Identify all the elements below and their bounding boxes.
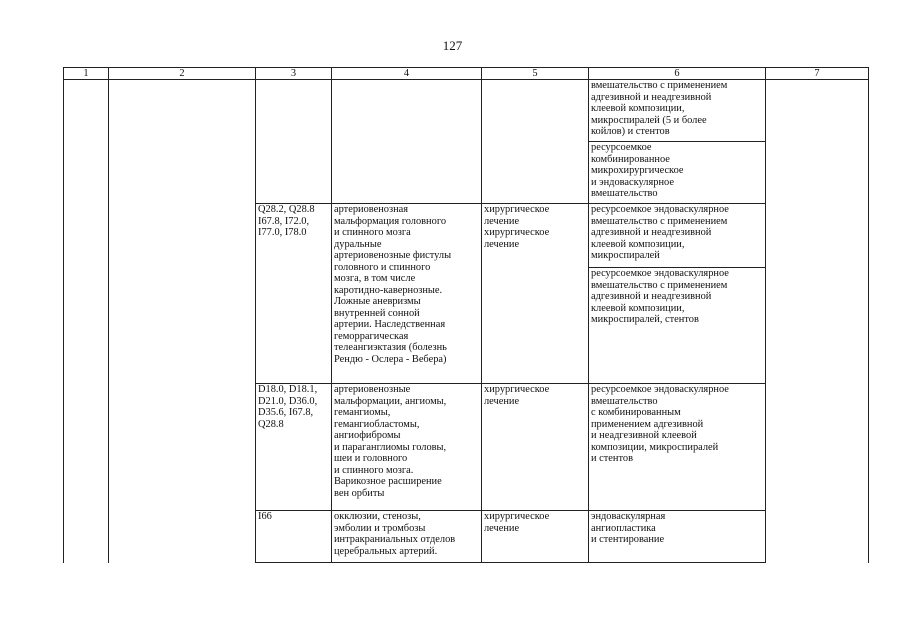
diagnosis-cell (332, 511, 482, 563)
cell-line: артериовенозная (334, 204, 409, 215)
cell-line: микроспиралей (591, 250, 660, 261)
cell-line: ресурсоемкое (591, 142, 652, 153)
cell-line: вмешательство с применением (591, 279, 728, 291)
cell-line: хирургическое (484, 511, 550, 522)
method-cell (589, 142, 766, 204)
cell-line: Рендю - Ослера - Вебера) (334, 353, 447, 365)
treatment-cell (482, 204, 589, 384)
cell-line: мальформации, ангиомы, (334, 395, 447, 407)
cell-line: и стентов (591, 453, 633, 464)
cell-line: лечение (484, 522, 520, 534)
cell-line: микроспиралей, стентов (591, 314, 699, 325)
cell-line: D21.0, D36.0, (258, 395, 318, 407)
cell-line: и стентирование (591, 534, 665, 545)
cell-line: композиции, микроспиралей (591, 441, 719, 453)
page-number: 127 (442, 38, 463, 53)
cell-line: адгезивной и неадгезивной (591, 291, 712, 302)
cell-line: ангиофибромы (334, 430, 401, 441)
cell-line: вен орбиты (334, 487, 385, 499)
cell-line: I77.0, I78.0 (258, 227, 307, 238)
cell-line: микроспиралей (5 и более (591, 114, 707, 126)
cell-line: Варикозное расширение (334, 476, 442, 487)
cell-line: I66 (258, 511, 272, 522)
cell-line: вмешательство (591, 188, 658, 199)
codes-cell (256, 384, 332, 511)
cell-line: ангиопластика (591, 522, 656, 534)
cell-line: хирургическое (484, 227, 550, 238)
cell-line: головного и спинного (334, 261, 431, 273)
method-cell (589, 80, 766, 142)
cell-line: вмешательство с применением (591, 80, 728, 91)
cell-line: и спинного мозга (334, 227, 411, 238)
cell-line: и спинного мозга. (334, 464, 414, 476)
cell-line: и эндоваскулярное (591, 176, 674, 188)
diagnosis-cell (332, 384, 482, 511)
column-number: 5 (482, 68, 589, 80)
diagnosis-cell (332, 204, 482, 384)
cell-line: эмболии и тромбозы (334, 522, 426, 534)
column-number: 7 (766, 68, 869, 80)
cell-line: адгезивной и неадгезивной (591, 227, 712, 238)
cell-line: хирургическое (484, 384, 550, 395)
codes-cell (256, 511, 332, 563)
method-cell (589, 204, 766, 268)
cell-line: артериовенозные фистулы (334, 250, 452, 261)
codes-cell (256, 204, 332, 384)
col2-cell (109, 80, 256, 563)
cell-line: лечение (484, 215, 520, 227)
column-number: 2 (109, 68, 256, 80)
cell-line: применением адгезивной (591, 418, 704, 430)
column-number: 4 (332, 68, 482, 80)
cell-line: микрохирургическое (591, 165, 684, 176)
cell-line: вмешательство (591, 395, 658, 407)
treatment-cell (482, 384, 589, 511)
cell-line: хирургическое (484, 204, 550, 215)
method-cell (589, 511, 766, 563)
cell-line: артериовенозные (334, 384, 411, 395)
continuation-row (64, 80, 869, 142)
cell-line: дуральные (334, 238, 382, 250)
cell-line: вмешательство с применением (591, 215, 728, 227)
cell-line: геморрагическая (334, 330, 409, 342)
cell-line: лечение (484, 238, 520, 250)
method-cell (589, 384, 766, 511)
cell-line: ресурсоемкое эндоваскулярное (591, 204, 729, 215)
cell-line: и неадгезивной клеевой (591, 430, 697, 441)
cell-line: ресурсоемкое эндоваскулярное (591, 384, 729, 395)
col1-cell (64, 80, 109, 563)
cell-line: клеевой композиции, (591, 302, 685, 314)
cell-line: окклюзии, стенозы, (334, 511, 421, 522)
medical-care-table (63, 67, 869, 563)
cell-line: D18.0, D18.1, (258, 384, 318, 395)
cell-line: телеангиэктазия (болезнь (334, 342, 447, 353)
cell-line: Q28.8 (258, 418, 284, 430)
cell-line: каротидно-кавернозные. (334, 284, 443, 296)
cell-line: ресурсоемкое эндоваскулярное (591, 268, 729, 279)
cell-line: эндоваскулярная (591, 511, 666, 522)
cell-line: Q28.2, Q28.8 (258, 204, 315, 215)
cell-line: D35.6, I67.8, (258, 407, 314, 418)
cell-line: интракраниальных отделов (334, 534, 456, 545)
column-number: 1 (64, 68, 109, 80)
cell-line: клеевой композиции, (591, 103, 685, 114)
cell-line: внутренней сонной (334, 307, 420, 319)
cell-line: артерии. Наследственная (334, 319, 446, 330)
cell-line: Ложные аневризмы (334, 296, 421, 307)
treatment-cell (482, 80, 589, 204)
cell-line: лечение (484, 395, 520, 407)
cell-line: и параганглиомы головы, (334, 441, 447, 453)
cell-line: мозга, в том числе (334, 273, 416, 284)
cell-line: койлов) и стентов (591, 126, 670, 137)
cell-line: I67.8, I72.0, (258, 215, 310, 227)
treatment-cell (482, 511, 589, 563)
cell-line: с комбинированным (591, 407, 681, 418)
method-cell (589, 268, 766, 384)
cell-line: комбинированное (591, 153, 670, 165)
codes-cell (256, 80, 332, 204)
column-number: 6 (589, 68, 766, 80)
cell-line: шеи и головного (334, 453, 408, 464)
cell-line: гемангиобластомы, (334, 418, 420, 430)
cell-line: церебральных артерий. (334, 545, 438, 557)
column-number: 3 (256, 68, 332, 80)
col7-cell (766, 80, 869, 563)
cell-line: гемангиомы, (334, 407, 391, 418)
cell-line: мальформация головного (334, 215, 447, 227)
column-number-header (64, 68, 869, 80)
cell-line: адгезивной и неадгезивной (591, 91, 712, 103)
diagnosis-cell (332, 80, 482, 204)
cell-line: клеевой композиции, (591, 238, 685, 250)
